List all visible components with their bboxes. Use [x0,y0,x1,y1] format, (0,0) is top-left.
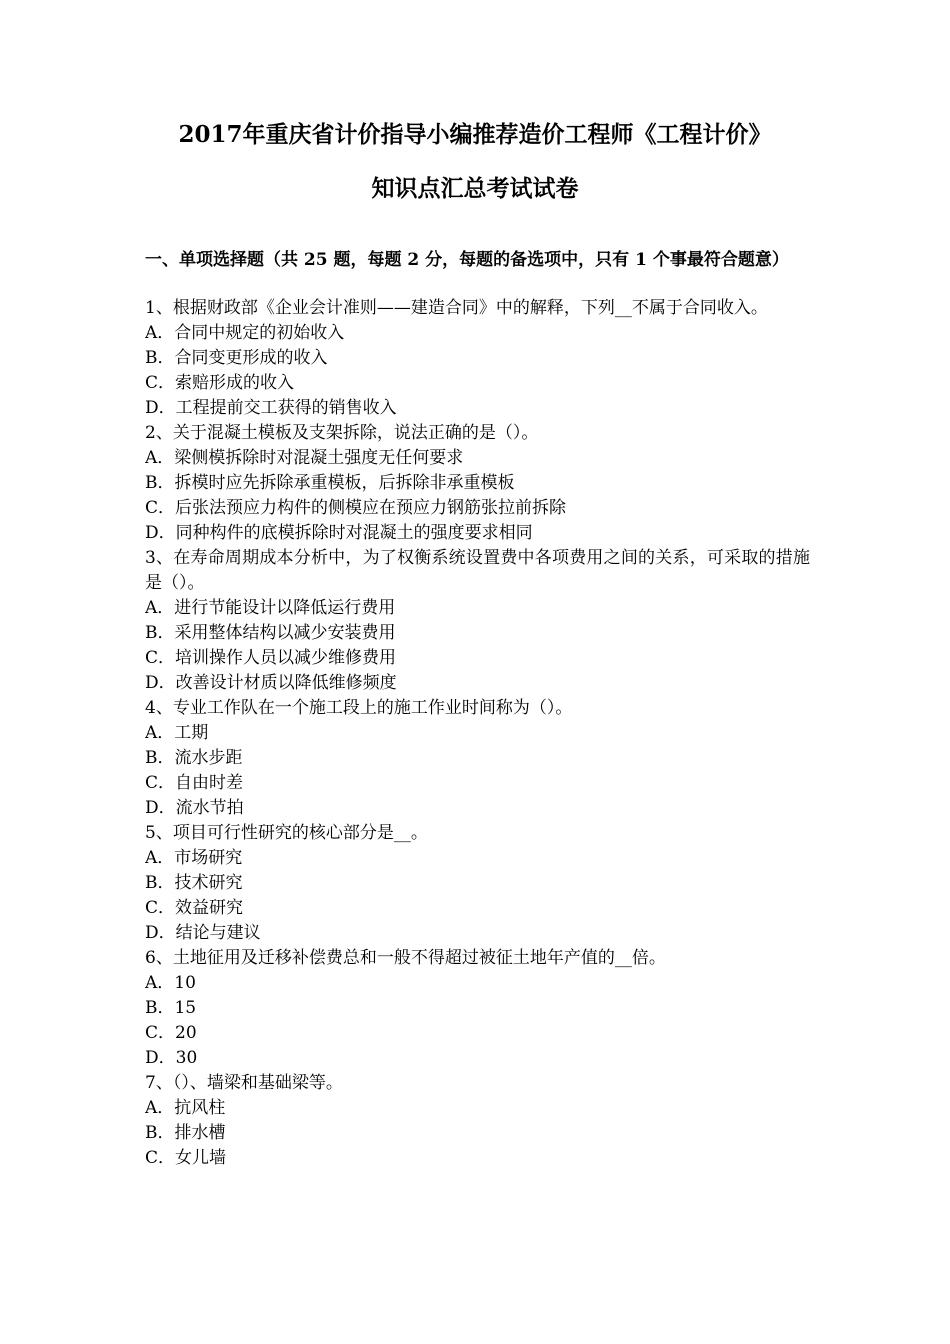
option-a: A．梁侧模拆除时对混凝土强度无任何要求 [145,448,464,468]
question-stem: 5、项目可行性研究的核心部分是__。 [145,823,428,843]
option-c: C．女儿墙 [145,1148,227,1168]
option-c: C．培训操作人员以减少维修费用 [145,648,397,668]
question-list [145,296,810,1171]
option-c: C．后张法预应力构件的侧模应在预应力钢筋张拉前拆除 [145,498,567,518]
option-b: B．拆模时应先拆除承重模板，后拆除非承重模板 [145,473,515,493]
question-stem: 4、专业工作队在一个施工段上的施工作业时间称为（）。 [145,698,573,718]
option-d: D．改善设计材质以降低维修频度 [145,673,397,693]
option-a: A．进行节能设计以降低运行费用 [145,598,396,618]
question-stem: 6、土地征用及迁移补偿费总和一般不得超过被征土地年产值的__倍。 [145,948,666,968]
question-stem: 3、在寿命周期成本分析中，为了权衡系统设置费中各项费用之间的关系，可采取的措施是（）。 [145,548,810,593]
option-b: B．15 [145,998,197,1018]
option-c: C．自由时差 [145,773,244,793]
option-b: B．合同变更形成的收入 [145,348,328,368]
option-d: D．结论与建议 [145,923,261,943]
option-c: C．20 [145,1023,197,1043]
option-c: C．索赔形成的收入 [145,373,295,393]
option-c: C．效益研究 [145,898,244,918]
section-heading: 一、单项选择题（共 25 题，每题 2 分，每题的备选项中，只有 1 个事最符合题意） [145,250,789,270]
option-a: A．抗风柱 [145,1098,226,1118]
option-d: D．30 [145,1048,198,1068]
option-b: B．技术研究 [145,873,243,893]
question-stem: 1、根据财政部《企业会计准则——建造合同》中的解释，下列__不属于合同收入。 [145,298,768,318]
option-d: D．流水节拍 [145,798,244,818]
document-title-line2: 知识点汇总考试试卷 [371,175,579,202]
question-stem: 2、关于混凝土模板及支架拆除，说法正确的是（）。 [145,423,539,443]
option-b: B．排水槽 [145,1123,226,1143]
document-title-line1: 2017年重庆省计价指导小编推荐造价工程师《工程计价》 [178,121,772,148]
option-d: D．工程提前交工获得的销售收入 [145,398,397,418]
option-d: D．同种构件的底模拆除时对混凝土的强度要求相同 [145,523,533,543]
question-stem: 7、（）、墙梁和基础梁等。 [145,1073,343,1093]
option-a: A．市场研究 [145,848,243,868]
option-b: B．采用整体结构以减少安装费用 [145,623,396,643]
option-a: A．10 [145,973,196,993]
option-b: B．流水步距 [145,748,243,768]
option-a: A．工期 [145,723,209,743]
option-a: A．合同中规定的初始收入 [145,323,345,343]
